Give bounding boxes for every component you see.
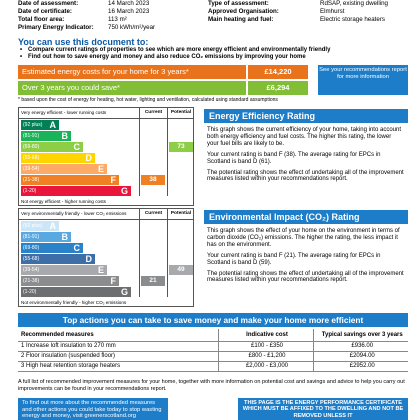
rating-band-g bbox=[21, 186, 131, 196]
band-letter: D bbox=[85, 254, 92, 264]
band-range: (69-80) bbox=[23, 144, 40, 150]
band-letter: G bbox=[120, 186, 128, 196]
band-range: (39-54) bbox=[23, 267, 40, 273]
band-range: (92 plus) bbox=[23, 223, 43, 229]
band-range: (69-80) bbox=[23, 245, 40, 251]
divider bbox=[167, 118, 168, 196]
column-header: Typical savings over 3 years bbox=[313, 329, 408, 341]
bullet-item: • Compare current ratings of properties to see which are more energy efficient and environmentally friendly bbox=[20, 47, 400, 54]
cost-cell: £800 - £1,200 bbox=[218, 351, 313, 361]
rating-bands bbox=[21, 221, 131, 298]
band-letter: F bbox=[110, 276, 116, 286]
detail-value: 16 March 2023 bbox=[108, 8, 150, 15]
chart-header bbox=[19, 209, 193, 219]
detail-value: 113 m² bbox=[108, 16, 127, 23]
efficiency-explanation bbox=[204, 109, 408, 183]
savings-cell: £2952.00 bbox=[313, 361, 408, 371]
rating-band-c bbox=[21, 142, 83, 152]
savings-row bbox=[18, 81, 308, 95]
rating-band-f bbox=[21, 276, 119, 286]
savings-cell: £2094.00 bbox=[313, 351, 408, 361]
rating-band-b bbox=[21, 232, 71, 242]
details-keys-left bbox=[18, 0, 96, 32]
paragraph: The potential rating shows the effect of undertaking all of the improvement measures listed within your recommendations report. bbox=[207, 169, 404, 183]
paragraph: Your current rating is band F (21). The average rating for EPCs in Scotland is band D (59). bbox=[207, 252, 381, 266]
details-values-left bbox=[108, 0, 198, 32]
chart-bottom-label: Not environmentally friendly - higher CO₂ emissions bbox=[21, 300, 127, 305]
current-rating-marker: 21 bbox=[141, 276, 165, 286]
divider bbox=[139, 118, 140, 196]
find-out-more-box: To find out more about the recommended measures and other actions you could take today to stop wasting energy and money, visit greenerscotland.org bbox=[18, 398, 168, 420]
actions-table bbox=[18, 329, 408, 372]
measure-cell: 3 High heat retention storage heaters bbox=[18, 361, 218, 371]
chart-top-label: Very energy efficient - lower running costs bbox=[21, 110, 107, 115]
efficiency-title: Energy Efficiency Rating bbox=[204, 109, 408, 123]
band-range: (39-54) bbox=[23, 166, 40, 172]
cost-footnote: * based upon the cost of energy for heating, hot water, lighting and ventilation, calculated using standard assumptions bbox=[18, 97, 278, 103]
column-header: Recommended measures bbox=[18, 329, 218, 341]
column-header: Indicative cost bbox=[218, 329, 313, 341]
savings-cell: £936.00 bbox=[313, 341, 408, 351]
detail-value: RdSAP, existing dwelling bbox=[320, 0, 388, 7]
cost-cell: £100 - £350 bbox=[218, 341, 313, 351]
rating-band-c bbox=[21, 243, 83, 253]
paragraph: This graph shows the current efficiency of your home, taking into account both energy efficiency and fuel costs. The higher this rating, the lower your fuel bills are likely to be. bbox=[207, 127, 401, 147]
bullet-item: • Find out how to save energy and money and also reduce CO₂ emissions by improving your home bbox=[20, 54, 400, 61]
band-range: (81-91) bbox=[23, 234, 40, 240]
estimated-cost-row bbox=[18, 65, 308, 79]
rating-band-b bbox=[21, 131, 71, 141]
band-range: (55-68) bbox=[23, 155, 40, 161]
rating-band-g bbox=[21, 287, 131, 297]
band-letter: F bbox=[110, 175, 116, 185]
rating-band-d bbox=[21, 153, 95, 163]
details-values-right bbox=[320, 0, 420, 24]
rating-band-a bbox=[21, 120, 59, 130]
table-row bbox=[18, 351, 408, 361]
band-range: (81-91) bbox=[23, 133, 40, 139]
rating-band-e bbox=[21, 265, 107, 275]
energy-efficiency-chart bbox=[18, 107, 194, 206]
epc-page bbox=[4, 0, 408, 420]
detail-key: Total floor area: bbox=[18, 16, 65, 23]
chart-bottom-label: Not energy efficient - higher running costs bbox=[21, 199, 106, 204]
use-document-title: You can use this document to: bbox=[18, 37, 149, 47]
band-range: (1-20) bbox=[23, 289, 37, 295]
recommendations-note: See your recommendations report for more information bbox=[318, 65, 408, 95]
measure-cell: 1 Increase loft insulation to 270 mm bbox=[18, 341, 218, 351]
potential-rating-marker: 49 bbox=[169, 265, 193, 275]
band-letter: G bbox=[120, 287, 128, 297]
use-document-bullets bbox=[20, 47, 400, 62]
paragraph: This graph shows the effect of your home on the environment in terms of carbon dioxide (CO₂) emissions. The higher the rating, the less impact it has on the environment. bbox=[207, 228, 400, 248]
detail-value: Elmhurst bbox=[320, 8, 345, 15]
band-range: (92 plus) bbox=[23, 122, 43, 128]
paragraph: The potential rating shows the effect of undertaking all of the improvement measures listed within your recommendations report. bbox=[207, 270, 404, 284]
band-letter: A bbox=[49, 120, 56, 130]
band-range: (21-38) bbox=[23, 278, 40, 284]
rating-band-e bbox=[21, 164, 107, 174]
details-keys-right bbox=[208, 0, 318, 24]
rating-band-a bbox=[21, 221, 59, 231]
energy-costs bbox=[18, 65, 308, 97]
property-details bbox=[18, 0, 408, 32]
detail-value: 750 kWh/m²/year bbox=[108, 24, 156, 31]
savings-value: £6,294 bbox=[246, 81, 308, 95]
chart-top-label: Very environmentally friendly - lower CO₂ emissions bbox=[21, 211, 127, 216]
band-letter: C bbox=[73, 142, 80, 152]
current-rating-marker: 38 bbox=[141, 175, 165, 185]
savings-label: Over 3 years you could save* bbox=[18, 81, 246, 95]
environmental-impact-chart bbox=[18, 208, 194, 307]
band-letter: E bbox=[97, 265, 104, 275]
band-range: (21-38) bbox=[23, 177, 40, 183]
environment-title: Environmental Impact (CO₂) Rating bbox=[204, 210, 408, 224]
epc-notice-box: THIS PAGE IS THE ENERGY PERFORMANCE CERTIFICATE WHICH MUST BE AFFIXED TO THE DWELLING AND NOT BE REMOVED UNLESS IT bbox=[238, 398, 408, 420]
detail-key: Type of assessment: bbox=[208, 0, 269, 7]
band-letter: C bbox=[73, 243, 80, 253]
cost-cell: £2,000 - £3,000 bbox=[218, 361, 313, 371]
full-list-note: A full list of recommended improvement measures for your home, together with more information on potential cost and savings and advice to help you carry out improvements can be found in your recommendations report. bbox=[18, 379, 405, 392]
band-letter: B bbox=[61, 131, 68, 141]
band-letter: A bbox=[49, 221, 56, 231]
paragraph: Your current rating is band F (38). The average rating for EPCs in Scotland is band D (61). bbox=[207, 151, 381, 165]
band-letter: B bbox=[61, 232, 68, 242]
table-row bbox=[18, 361, 408, 371]
detail-key: Primary Energy Indicator: bbox=[18, 24, 94, 31]
divider bbox=[167, 219, 168, 297]
current-header: Current bbox=[139, 209, 167, 219]
band-range: (55-68) bbox=[23, 256, 40, 262]
detail-key: Main heating and fuel: bbox=[208, 16, 274, 23]
chart-header bbox=[19, 108, 193, 118]
potential-rating-marker: 73 bbox=[169, 142, 193, 152]
rating-band-f bbox=[21, 175, 119, 185]
rating-bands bbox=[21, 120, 131, 197]
current-header: Current bbox=[139, 108, 167, 118]
detail-key: Approved Organisation: bbox=[208, 8, 279, 15]
table-row bbox=[18, 341, 408, 351]
band-letter: E bbox=[97, 164, 104, 174]
potential-header: Potential bbox=[167, 209, 194, 219]
band-letter: D bbox=[85, 153, 92, 163]
band-range: (1-20) bbox=[23, 188, 37, 194]
detail-value: 14 March 2023 bbox=[108, 0, 150, 7]
table-header-row bbox=[18, 329, 408, 341]
potential-header: Potential bbox=[167, 108, 194, 118]
environment-explanation bbox=[204, 210, 408, 284]
top-actions-title: Top actions you can take to save money and make your home more efficient bbox=[18, 313, 408, 327]
detail-key: Date of certificate: bbox=[18, 8, 72, 15]
detail-key: Date of assessment: bbox=[18, 0, 79, 7]
detail-value: Electric storage heaters bbox=[320, 16, 385, 23]
estimated-cost-label: Estimated energy costs for your home for 3 years* bbox=[18, 65, 246, 79]
estimated-cost-value: £14,220 bbox=[246, 65, 308, 79]
divider bbox=[139, 219, 140, 297]
rating-band-d bbox=[21, 254, 95, 264]
measure-cell: 2 Floor insulation (suspended floor) bbox=[18, 351, 218, 361]
